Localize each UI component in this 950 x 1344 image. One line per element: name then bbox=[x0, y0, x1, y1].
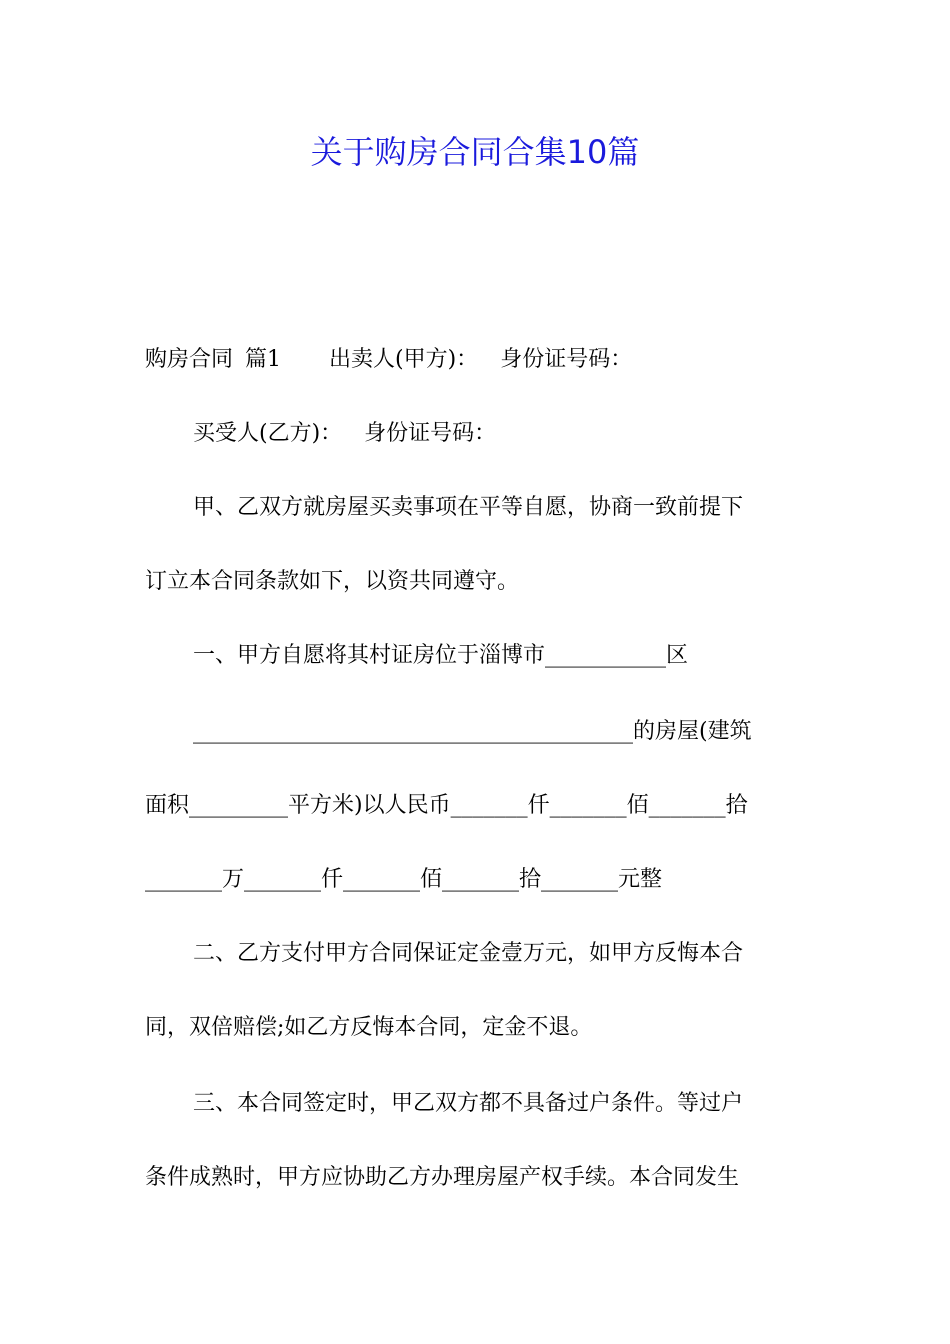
paragraph-line: 甲、乙双方就房屋买卖事项在平等自愿，协商一致前提下 bbox=[193, 495, 744, 520]
document-title: 关于购房合同合集10篇 bbox=[310, 133, 640, 171]
paragraph-line: _______万_______仟_______佰_______拾_______元整 bbox=[145, 867, 663, 892]
part-label: 篇1 bbox=[245, 347, 282, 372]
buyer-id-label: 身份证号码： bbox=[364, 421, 497, 446]
buyer-line bbox=[193, 414, 863, 454]
paragraph-line: ________________________________________的房屋(建筑 bbox=[193, 719, 752, 744]
seller-label: 出卖人(甲方)： bbox=[329, 347, 479, 372]
paragraph-line: 三、本合同签定时，甲乙双方都不具备过户条件。等过户 bbox=[193, 1091, 744, 1116]
paragraph-line: 一、甲方自愿将其村证房位于淄博市___________区 bbox=[193, 643, 689, 668]
seller-id-label: 身份证号码： bbox=[500, 347, 633, 372]
paragraph-line: 同，双倍赔偿;如乙方反悔本合同，定金不退。 bbox=[145, 1015, 593, 1040]
buyer-label: 买受人(乙方)： bbox=[193, 421, 343, 446]
paragraph-line: 二、乙方支付甲方合同保证定金壹万元，如甲方反悔本合 bbox=[193, 941, 744, 966]
section-label: 购房合同 bbox=[145, 347, 234, 372]
paragraph-line: 面积_________平方米)以人民币_______仟_______佰_______拾 bbox=[145, 793, 748, 818]
paragraph-line: 订立本合同条款如下，以资共同遵守。 bbox=[145, 569, 520, 594]
paragraph-line: 条件成熟时，甲方应协助乙方办理房屋产权手续。本合同发生 bbox=[145, 1165, 740, 1190]
contract-heading-line bbox=[145, 340, 815, 380]
